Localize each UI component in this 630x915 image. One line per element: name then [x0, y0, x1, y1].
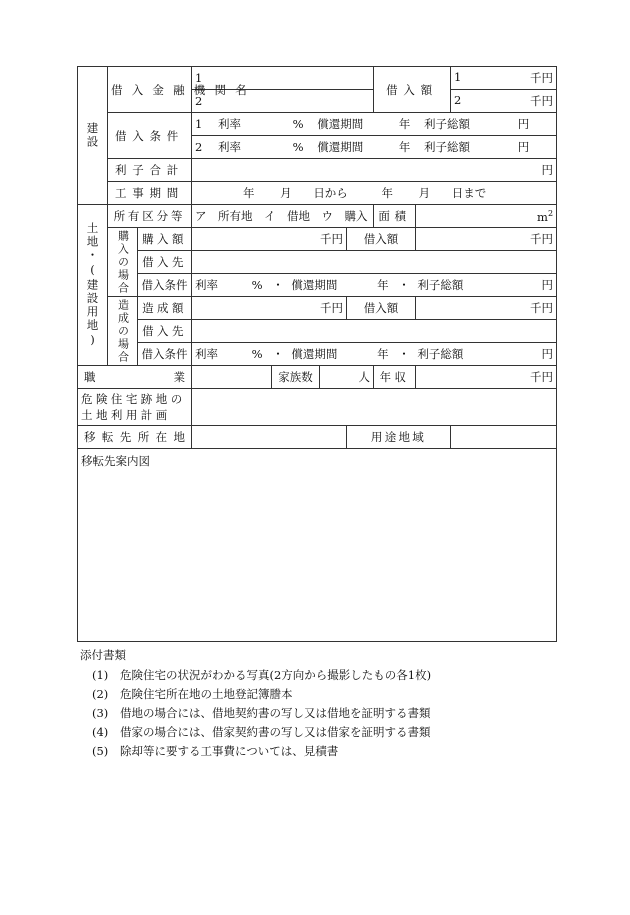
- loan-amount-label: 借入額: [374, 67, 451, 113]
- interest-total-label: 利子総額: [424, 140, 471, 154]
- area-field[interactable]: [416, 205, 557, 228]
- row-number: 1: [454, 70, 462, 84]
- attachment-text: 除却等に要する工事費については、見積書: [120, 744, 339, 758]
- development-loan-amount-label: 借入額: [347, 297, 416, 320]
- area-unit-superscript: 2: [547, 208, 554, 218]
- land-use-plan-field[interactable]: [192, 389, 557, 426]
- attachments-section: [80, 646, 431, 761]
- development-conditions-field[interactable]: [192, 343, 557, 366]
- family-count-field[interactable]: [320, 366, 374, 389]
- row-number: 2: [195, 140, 203, 154]
- loan-conditions-2-field[interactable]: [192, 136, 557, 159]
- year-label: 年: [377, 347, 389, 361]
- percent-label: %: [251, 278, 263, 292]
- development-amount-field[interactable]: [192, 297, 347, 320]
- attachment-item: [80, 685, 431, 704]
- yen-label: 円: [517, 117, 530, 131]
- rate-label: 利率: [217, 140, 241, 154]
- interest-total-label: 利子総額: [417, 347, 464, 361]
- construction-period-field[interactable]: [192, 182, 557, 205]
- year-label: 年: [398, 140, 411, 154]
- loan-institution-label: 借入金融機関名: [108, 67, 192, 113]
- year-label: 年: [377, 278, 389, 292]
- relocation-map-area[interactable]: [78, 449, 557, 642]
- attachments-heading: 添付書類: [80, 648, 126, 662]
- period-label: 償還期間: [317, 117, 364, 131]
- development-lender-label: 借入先: [138, 320, 192, 343]
- relocation-address-field[interactable]: [192, 426, 347, 449]
- purchase-lender-field[interactable]: [192, 251, 557, 274]
- development-conditions-label: 借入条件: [138, 343, 192, 366]
- attachment-number: (1): [92, 668, 109, 682]
- row-number: 1: [195, 117, 203, 131]
- unit-label: 千円: [530, 71, 554, 85]
- attachment-number: (2): [92, 687, 109, 701]
- attachment-text: 危険住宅の状況がわかる写真(2方向から撮影したもの各1枚): [120, 668, 432, 682]
- relocation-map-label: 移転先案内図: [81, 454, 150, 468]
- yen-label: 円: [541, 347, 554, 361]
- unit-label: 千円: [320, 301, 343, 315]
- purchase-amount-label: 購入額: [138, 228, 192, 251]
- period-label: 償還期間: [291, 278, 338, 292]
- land-use-plan-label-line1: 危険住宅跡地の: [81, 392, 186, 406]
- rate-label: 利率: [195, 347, 218, 361]
- year-label: 年: [398, 117, 411, 131]
- row-number: 1: [195, 71, 203, 85]
- zoning-field[interactable]: [451, 426, 557, 449]
- attachment-item: [80, 666, 431, 685]
- area-unit-label: m: [537, 209, 548, 224]
- rate-label: 利率: [195, 278, 218, 292]
- land-use-plan-label: [78, 389, 192, 426]
- development-loan-amount-field[interactable]: [416, 297, 557, 320]
- area-label: 面積: [374, 205, 416, 228]
- percent-label: %: [251, 347, 263, 361]
- family-count-label: 家族数: [272, 366, 320, 389]
- ownership-label: 所有区分等: [108, 205, 192, 228]
- day-to-label: 日まで: [451, 186, 487, 200]
- unit-label: 千円: [530, 370, 554, 384]
- construction-section-label: 建設: [78, 67, 108, 205]
- attachment-text: 危険住宅所在地の土地登記簿謄本: [120, 687, 293, 701]
- income-field[interactable]: [416, 366, 557, 389]
- construction-period-label: 工事期間: [108, 182, 192, 205]
- year-label: 年: [243, 186, 255, 200]
- year-label: 年: [381, 186, 393, 200]
- attachment-item: [80, 723, 431, 742]
- interest-total-field[interactable]: [192, 159, 557, 182]
- yen-label: 円: [541, 163, 554, 177]
- loan-amount-1-field[interactable]: [451, 67, 557, 90]
- purchase-loan-amount-label: 借入額: [347, 228, 416, 251]
- rate-label: 利率: [217, 117, 241, 131]
- purchase-conditions-label: 借入条件: [138, 274, 192, 297]
- period-label: 償還期間: [317, 140, 364, 154]
- occupation-field[interactable]: [192, 366, 272, 389]
- unit-label: 千円: [320, 232, 343, 246]
- percent-label: %: [292, 117, 304, 131]
- form-table: [77, 66, 557, 642]
- separator: ・: [272, 347, 284, 361]
- attachment-number: (4): [92, 725, 109, 739]
- yen-label: 円: [517, 140, 530, 154]
- person-unit-label: 人: [358, 370, 371, 384]
- row-number: 2: [454, 93, 462, 107]
- development-amount-label: 造成額: [138, 297, 192, 320]
- separator: ・: [398, 278, 410, 292]
- attachment-item: [80, 704, 431, 723]
- development-lender-field[interactable]: [192, 320, 557, 343]
- loan-conditions-1-field[interactable]: [192, 113, 557, 136]
- development-case-label: 造成の場合: [108, 297, 138, 366]
- attachment-item: [80, 742, 431, 761]
- attachment-number: (5): [92, 744, 109, 758]
- yen-label: 円: [541, 278, 554, 292]
- purchase-amount-field[interactable]: [192, 228, 347, 251]
- land-use-plan-label-line2: 土地利用計画: [81, 408, 171, 422]
- day-from-label: 日から: [313, 186, 348, 200]
- row-number: 2: [195, 94, 203, 108]
- interest-total-label: 利子総額: [424, 117, 471, 131]
- ownership-options[interactable]: ア 所有地 イ 借地 ウ 購入: [192, 205, 374, 228]
- purchase-case-label: 購入の場合: [108, 228, 138, 297]
- unit-label: 千円: [530, 301, 554, 315]
- income-label: 年収: [374, 366, 416, 389]
- separator: ・: [272, 278, 284, 292]
- purchase-lender-label: 借入先: [138, 251, 192, 274]
- month-label: 月: [418, 186, 431, 200]
- land-section-label: 土地・(建設用地): [78, 205, 108, 366]
- relocation-address-label: 移転先所在地: [78, 426, 192, 449]
- interest-total-label: 利子合計: [108, 159, 192, 182]
- purchase-loan-amount-field[interactable]: [416, 228, 557, 251]
- attachment-text: 借地の場合には、借地契約書の写し又は借地を証明する書類: [120, 706, 431, 720]
- loan-amount-2-field[interactable]: [451, 90, 557, 113]
- month-label: 月: [280, 186, 292, 200]
- loan-conditions-label: 借入条件: [108, 113, 192, 159]
- attachment-number: (3): [92, 706, 109, 720]
- attachment-text: 借家の場合には、借家契約書の写し又は借家を証明する書類: [120, 725, 431, 739]
- interest-total-label: 利子総額: [417, 278, 464, 292]
- unit-label: 千円: [530, 94, 554, 108]
- zoning-label: 用途地域: [347, 426, 451, 449]
- application-form: [77, 66, 556, 642]
- separator: ・: [398, 347, 410, 361]
- purchase-conditions-field[interactable]: [192, 274, 557, 297]
- unit-label: 千円: [530, 232, 554, 246]
- occupation-label: 職業: [78, 366, 192, 389]
- percent-label: %: [292, 140, 304, 154]
- period-label: 償還期間: [291, 347, 338, 361]
